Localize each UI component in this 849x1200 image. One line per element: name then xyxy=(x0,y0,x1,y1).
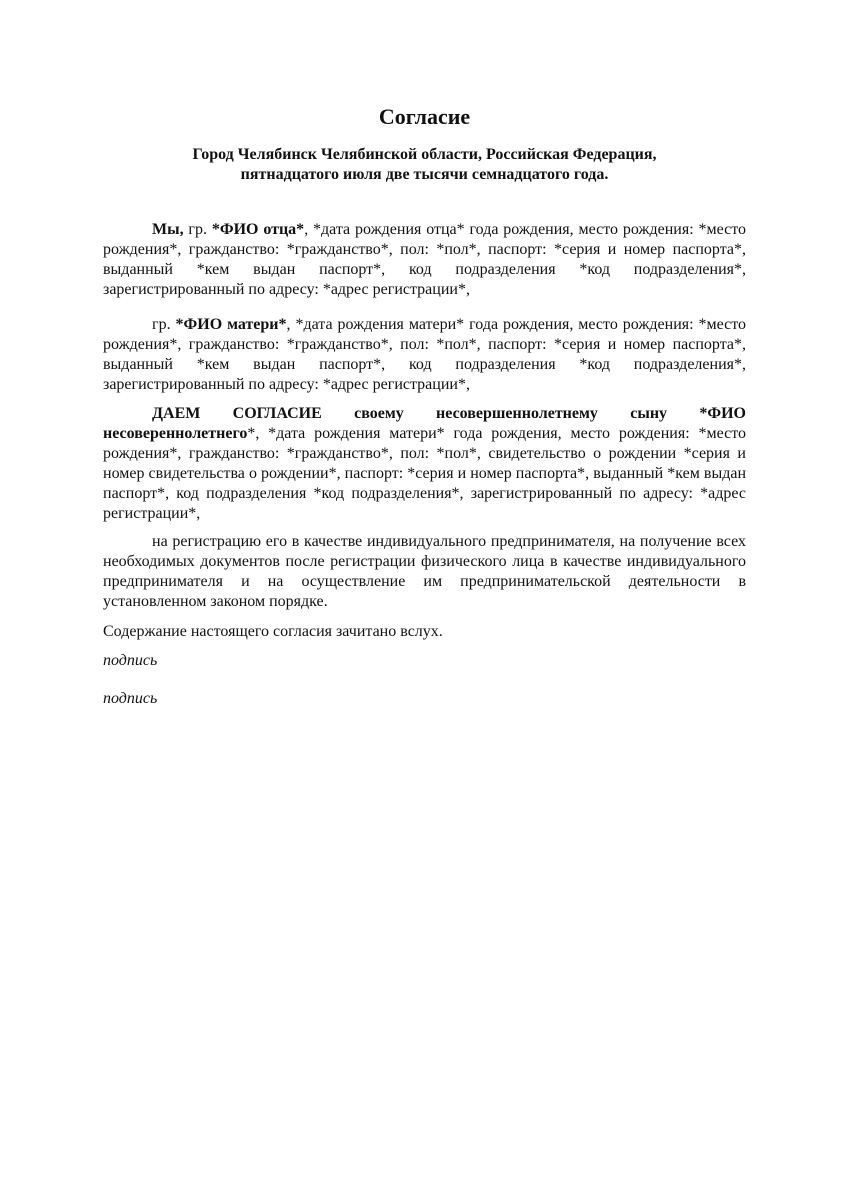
father-lead: Мы, xyxy=(152,221,184,238)
document-title: Согласие xyxy=(378,104,471,129)
father-text-1: гр. xyxy=(183,221,212,238)
consent-lead: ДАЕМ СОГЛАСИЕ своему несовершеннолетнему сыну *ФИО несовереннолетнего xyxy=(103,405,746,442)
father-paragraph xyxy=(103,220,746,300)
mother-text-1: гр. xyxy=(152,316,176,333)
signature-1: подпись xyxy=(103,652,158,669)
consent-paragraph xyxy=(103,404,746,524)
purpose-paragraph: на регистрацию его в качестве индивидуального предпринимателя, на получение всех необходимых документов после регистрации физического лица в качестве индивидуального предпринимателя и на осуществление им предпринимательской деятельности в установленном законом порядке. xyxy=(103,533,746,610)
place-line: Город Челябинск Челябинской области, Российская Федерация, xyxy=(192,146,657,163)
date-line: пятнадцатого июля две тысячи семнадцатого года. xyxy=(240,166,609,183)
signature-2: подпись xyxy=(103,690,158,707)
son-details: *, *дата рождения матери* года рождения, место рождения: *место рождения*, гражданство: *гражданство*, пол: *пол*, свидетельство о рождении *серия и номер свидетельства о рождении*, паспорт: *серия и номер паспорта*, выданный *кем выдан паспорт*, код подразделения *код подразделения*, зарегистрированный по адресу: *адрес регистрации*, xyxy=(103,425,746,522)
mother-paragraph xyxy=(103,315,746,395)
mother-details: , *дата рождения матери* года рождения, место рождения: *место рождения*, гражданство: *гражданство*, пол: *пол*, паспорт: *серия и номер паспорта*, выданный *кем выдан паспорт*, код подразделения *код подразделения*, зарегистрированный по адресу: *адрес регистрации*, xyxy=(103,316,747,393)
father-details: , *дата рождения отца* года рождения, место рождения: *место рождения*, гражданство: *гражданство*, пол: *пол*, паспорт: *серия и номер паспорта*, выданный *кем выдан паспорт*, код подразделения *код подразделения*, зарегистрированный по адресу: *адрес регистрации*, xyxy=(103,221,747,298)
father-name-placeholder: *ФИО отца* xyxy=(211,221,305,238)
mother-name-placeholder: *ФИО матери* xyxy=(175,316,287,333)
read-aloud-statement: Содержание настоящего согласия зачитано вслух. xyxy=(103,623,443,640)
